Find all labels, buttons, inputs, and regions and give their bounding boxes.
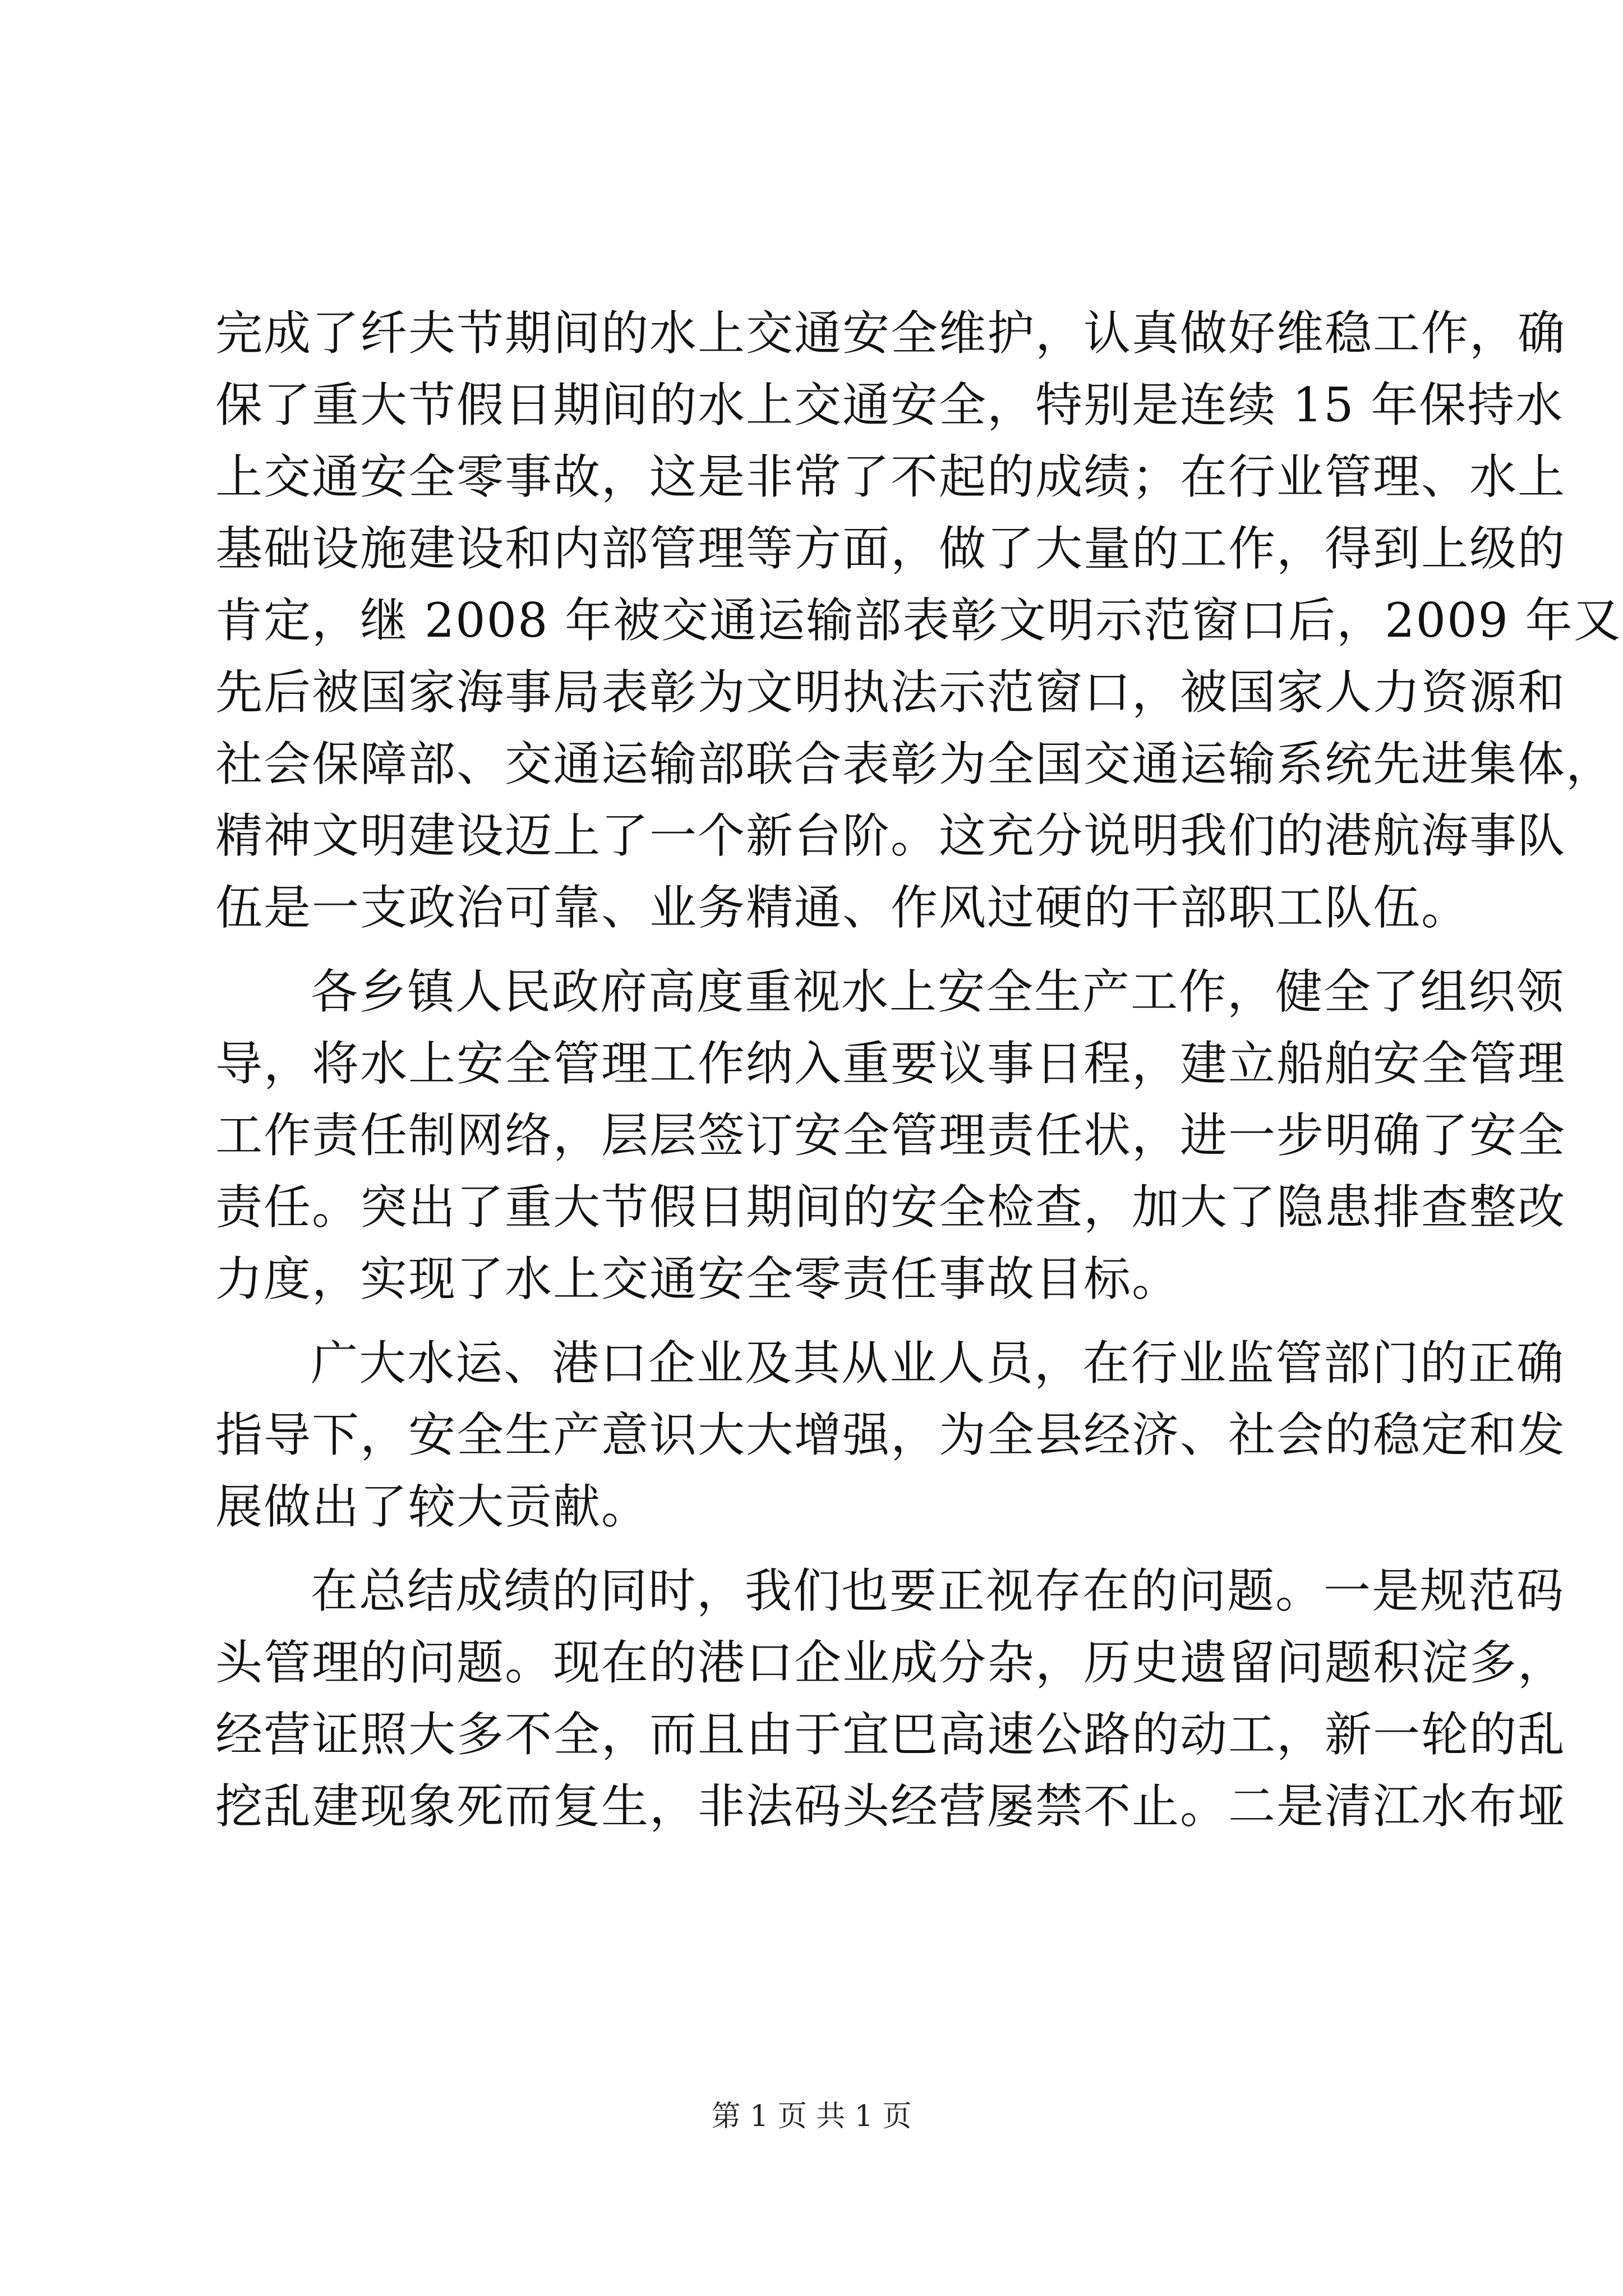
text-line: 广大水运、港口企业及其从业人员，在行业监管部门的正确 (311, 1336, 1565, 1391)
text-line: 精神文明建设迈上了一个新台阶。这充分说明我们的港航海事队 (215, 808, 1566, 863)
paragraph-1 (215, 297, 1622, 944)
text-line: 保了重大节假日期间的水上交通安全，特别是连续 15 年保持水 (215, 378, 1564, 432)
text-line: 先后被国家海事局表彰为文明执法示范窗口，被国家人力资源和 (215, 665, 1566, 720)
text-line: 基础设施建设和内部管理等方面，做了大量的工作，得到上级的 (215, 521, 1566, 576)
text-line: 工作责任制网络，层层签订安全管理责任状，进一步明确了安全 (215, 1108, 1566, 1163)
text-line: 展做出了较大贡献。 (215, 1479, 650, 1534)
document-body (215, 297, 1622, 1842)
text-line: 挖乱建现象死而复生，非法码头经营屡禁不止。二是清江水布垭 (215, 1779, 1566, 1834)
text-line: 完成了纤夫节期间的水上交通安全维护，认真做好维稳工作，确 (215, 306, 1566, 361)
page-footer: 第 1 页 共 1 页 (711, 2100, 912, 2133)
text-line: 头管理的问题。现在的港口企业成分杂，历史遗留问题积淀多， (215, 1635, 1566, 1690)
text-line: 导，将水上安全管理工作纳入重要议事日程，建立船舶安全管理 (215, 1036, 1566, 1091)
paragraph-3 (215, 1327, 1566, 1543)
text-line: 在总结成绩的同时，我们也要正视存在的问题。一是规范码 (311, 1563, 1565, 1618)
text-line: 上交通安全零事故，这是非常了不起的成绩；在行业管理、水上 (215, 449, 1566, 504)
paragraph-2 (215, 956, 1566, 1315)
text-line: 各乡镇人民政府高度重视水上安全生产工作，健全了组织领 (311, 964, 1565, 1019)
text-line: 经营证照大多不全，而且由于宜巴高速公路的动工，新一轮的乱 (215, 1707, 1566, 1762)
paragraph-4 (215, 1555, 1566, 1842)
text-line: 指导下，安全生产意识大大增强，为全县经济、社会的稳定和发 (215, 1407, 1566, 1462)
text-line: 社会保障部、交通运输部联合表彰为全国交通运输系统先进集体， (215, 737, 1615, 792)
text-line: 责任。突出了重大节假日期间的安全检查，加大了隐患排查整改 (215, 1180, 1566, 1235)
text-line: 肯定，继 2008 年被交通运输部表彰文明示范窗口后，2009 年又 (215, 593, 1622, 648)
text-line: 伍是一支政治可靠、业务精通、作风过硬的干部职工队伍。 (215, 880, 1470, 935)
text-line: 力度，实现了水上交通安全零责任事故目标。 (215, 1251, 1181, 1306)
